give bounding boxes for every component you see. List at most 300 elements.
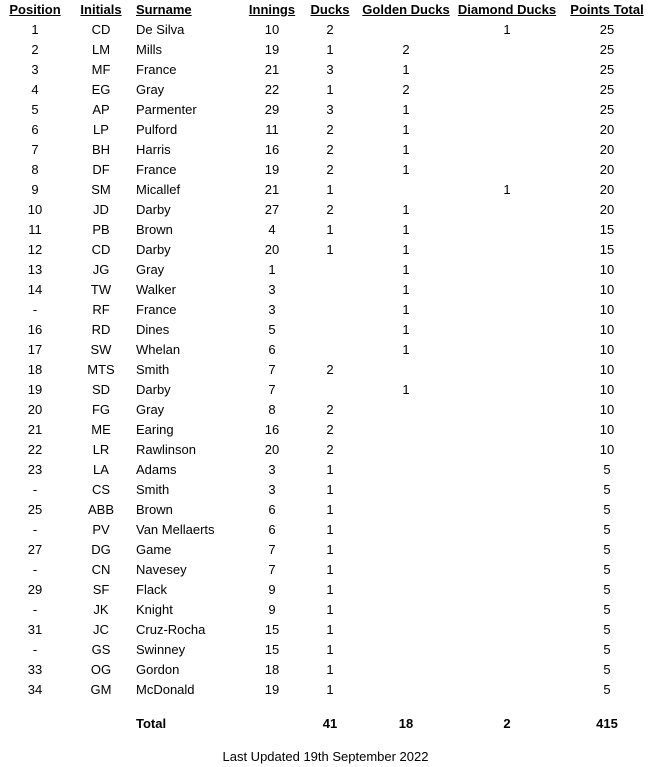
cell-points-total: 10 [599,302,615,317]
cell-golden-ducks [358,640,454,660]
cell-innings: 15 [264,622,280,637]
cell-innings: 5 [268,322,276,337]
cell-points-total: 10 [599,342,615,357]
table-row [0,380,651,400]
cell-innings: 7 [268,542,276,557]
table-row [0,260,651,280]
cell-initials: CS [91,482,111,497]
cell-surname: Smith [136,482,170,497]
cell-points-total: 5 [603,562,611,577]
table-row [0,40,651,60]
cell-initials: BH [91,142,111,157]
cell-initials: EG [91,82,111,97]
cell-initials: LA [93,462,109,477]
header-surname: Surname [136,2,192,17]
cell-initials: LP [93,122,109,137]
table-row [0,240,651,260]
cell-points-total: 15 [599,222,615,237]
cell-position: 33 [27,662,43,677]
cell-golden-ducks: 1 [402,322,410,337]
table-row [0,540,651,560]
cell-innings: 6 [268,342,276,357]
cell-innings: 8 [268,402,276,417]
cell-innings: 19 [264,682,280,697]
cell-surname: Gordon [136,662,180,677]
cell-initials: SF [92,582,110,597]
cell-diamond-ducks [456,540,558,560]
cell-ducks: 1 [326,82,334,97]
table-row [0,680,651,700]
cell-diamond-ducks [456,660,558,680]
table-row [0,20,651,40]
cell-golden-ducks [358,460,454,480]
cell-innings: 4 [268,222,276,237]
cell-golden-ducks [358,360,454,380]
cell-points-total: 5 [603,482,611,497]
cell-position: 18 [27,362,43,377]
cell-diamond-ducks [456,520,558,540]
cell-surname: Navesey [136,562,187,577]
cell-diamond-ducks [456,340,558,360]
cell-position: 2 [31,42,39,57]
cell-ducks: 2 [326,442,334,457]
cell-ducks [306,300,354,320]
cell-golden-ducks [358,420,454,440]
cell-diamond-ducks [456,140,558,160]
table-row [0,660,651,680]
header-initials: Initials [80,2,122,17]
cell-golden-ducks: 1 [402,262,410,277]
cell-points-total: 5 [603,502,611,517]
cell-innings: 29 [264,102,280,117]
cell-surname: Mills [136,42,162,57]
cell-ducks: 3 [326,62,334,77]
cell-surname: Harris [136,142,171,157]
cell-initials: JD [93,202,109,217]
cell-surname: De Silva [136,22,185,37]
cell-innings: 6 [268,522,276,537]
cell-initials: TW [90,282,112,297]
last-updated-note: Last Updated 19th September 2022 [222,749,429,764]
cell-position: 14 [27,282,43,297]
cell-points-total: 5 [603,582,611,597]
cell-surname: Smith [136,362,170,377]
cell-points-total: 5 [603,602,611,617]
cell-diamond-ducks: 1 [503,182,511,197]
cell-points-total: 20 [599,142,615,157]
cell-innings: 20 [264,242,280,257]
totals-row [0,714,651,734]
cell-golden-ducks: 1 [402,222,410,237]
cell-ducks: 2 [326,422,334,437]
cell-initials: CN [91,562,111,577]
cell-diamond-ducks [456,160,558,180]
cell-ducks [306,320,354,340]
cell-initials: RD [91,322,111,337]
cell-ducks [306,280,354,300]
cell-points-total: 10 [599,362,615,377]
cell-points-total: 5 [603,522,611,537]
cell-position: - [32,482,38,497]
cell-position: - [32,302,38,317]
cell-diamond-ducks [456,300,558,320]
cell-position: 8 [31,162,39,177]
cell-surname: Walker [136,282,176,297]
table-row [0,560,651,580]
cell-diamond-ducks [456,500,558,520]
cell-points-total: 25 [599,62,615,77]
cell-ducks: 1 [326,682,334,697]
cell-surname: Earing [136,422,174,437]
cell-diamond-ducks [456,40,558,60]
cell-golden-ducks: 1 [402,142,410,157]
cell-position: - [32,602,38,617]
cell-surname: Brown [136,502,173,517]
cell-innings: 22 [264,82,280,97]
header-points-total: Points Total [570,2,644,17]
table-row [0,420,651,440]
cell-golden-ducks: 1 [402,122,410,137]
cell-initials: CD [91,22,111,37]
cell-golden-ducks [358,600,454,620]
cell-position: 21 [27,422,43,437]
cell-points-total: 25 [599,42,615,57]
cell-position: 17 [27,342,43,357]
cell-surname: Swinney [136,642,186,657]
cell-points-total: 25 [599,22,615,37]
cell-innings: 11 [265,122,279,137]
cell-points-total: 5 [603,542,611,557]
cell-golden-ducks: 1 [402,382,410,397]
cell-initials: SW [90,342,112,357]
cell-surname: France [136,302,177,317]
cell-innings: 19 [264,42,280,57]
cell-ducks: 3 [326,102,334,117]
header-golden-ducks: Golden Ducks [362,2,450,17]
cell-surname: Darby [136,202,171,217]
cell-position: 13 [27,262,43,277]
cell-innings: 16 [264,142,280,157]
cell-position: - [32,562,38,577]
header-ducks: Ducks [310,2,350,17]
cell-ducks: 1 [326,502,334,517]
cell-surname: Darby [136,242,171,257]
cell-surname: Adams [136,462,177,477]
cell-ducks: 1 [326,642,334,657]
cell-ducks: 1 [326,462,334,477]
cell-innings: 9 [268,602,276,617]
cell-ducks [306,380,354,400]
cell-ducks: 1 [326,582,334,597]
table-row [0,180,651,200]
cell-diamond-ducks [456,460,558,480]
cell-golden-ducks [358,680,454,700]
cell-position: 27 [27,542,43,557]
cell-position: 1 [31,22,39,37]
table-row [0,460,651,480]
cell-innings: 19 [264,162,280,177]
cell-points-total: 10 [599,382,615,397]
table-row [0,60,651,80]
cell-diamond-ducks [456,420,558,440]
cell-initials: ME [91,422,111,437]
cell-position: 29 [27,582,43,597]
cell-surname: Cruz-Rocha [136,622,206,637]
cell-position: - [32,642,38,657]
cell-points-total: 20 [599,202,615,217]
cell-golden-ducks [358,500,454,520]
cell-initials: ABB [87,502,114,517]
cell-position: 25 [27,502,43,517]
totals-diamond: 2 [503,716,511,731]
cell-diamond-ducks [456,120,558,140]
cell-golden-ducks: 1 [402,202,410,217]
cell-diamond-ducks [456,640,558,660]
cell-diamond-ducks [456,600,558,620]
cell-innings: 3 [268,462,276,477]
cell-surname: Gray [136,262,165,277]
cell-initials: JC [93,622,109,637]
cell-diamond-ducks [456,240,558,260]
cell-innings: 3 [268,282,276,297]
cell-ducks: 1 [326,662,334,677]
cell-surname: Brown [136,222,173,237]
cell-ducks: 2 [326,362,334,377]
cell-diamond-ducks: 1 [503,22,511,37]
cell-golden-ducks [358,520,454,540]
cell-innings: 1 [268,262,276,277]
cell-diamond-ducks [456,280,558,300]
cell-innings: 21 [264,182,280,197]
cell-surname: Pulford [136,122,178,137]
cell-golden-ducks [358,620,454,640]
cell-golden-ducks: 1 [402,302,410,317]
cell-diamond-ducks [456,580,558,600]
cell-golden-ducks: 1 [402,242,410,257]
table-row [0,300,651,320]
totals-points: 415 [596,716,618,731]
table-row [0,500,651,520]
totals-ducks: 41 [322,716,338,731]
cell-ducks: 2 [326,162,334,177]
cell-innings: 7 [268,362,276,377]
cell-initials: RF [92,302,110,317]
cell-ducks: 1 [326,182,334,197]
cell-position: 34 [27,682,43,697]
cell-points-total: 10 [599,262,615,277]
cell-innings: 16 [264,422,280,437]
cell-position: 6 [31,122,39,137]
cell-initials: DF [92,162,110,177]
table-row [0,120,651,140]
cell-points-total: 10 [599,422,615,437]
cell-innings: 15 [264,642,280,657]
cell-ducks: 1 [326,522,334,537]
cell-golden-ducks [358,20,454,40]
cell-initials: LR [92,442,110,457]
cell-points-total: 25 [599,82,615,97]
cell-surname: Gray [136,402,165,417]
cell-ducks [306,260,354,280]
table-row [0,220,651,240]
cell-golden-ducks: 1 [402,62,410,77]
cell-innings: 7 [268,562,276,577]
cell-initials: JK [93,602,109,617]
cell-diamond-ducks [456,360,558,380]
cell-golden-ducks [358,440,454,460]
cell-position: 11 [28,222,42,237]
cell-ducks: 1 [326,482,334,497]
cell-golden-ducks [358,560,454,580]
table-row [0,440,651,460]
table-row [0,100,651,120]
cell-golden-ducks: 1 [402,282,410,297]
cell-position: 3 [31,62,39,77]
table-row [0,360,651,380]
cell-surname: France [136,162,177,177]
header-position: Position [9,2,61,17]
cell-surname: Flack [136,582,168,597]
cell-diamond-ducks [456,440,558,460]
cell-innings: 21 [264,62,280,77]
cell-position: 5 [31,102,39,117]
cell-innings: 27 [264,202,280,217]
cell-points-total: 10 [599,322,615,337]
cell-initials: CD [91,242,111,257]
header-innings: Innings [248,2,296,17]
table-header [0,0,651,20]
table-row [0,340,651,360]
cell-surname: McDonald [136,682,195,697]
cell-diamond-ducks [456,380,558,400]
cell-points-total: 20 [599,162,615,177]
cell-golden-ducks: 1 [402,342,410,357]
table-row [0,80,651,100]
table-row [0,400,651,420]
cell-golden-ducks [358,480,454,500]
cell-surname: Dines [136,322,170,337]
cell-initials: JG [92,262,110,277]
cell-surname: France [136,62,177,77]
cell-position: 7 [31,142,39,157]
cell-diamond-ducks [456,400,558,420]
cell-initials: GM [90,682,112,697]
cell-position: 19 [27,382,43,397]
cell-initials: DG [91,542,111,557]
table-row [0,600,651,620]
cell-golden-ducks [358,580,454,600]
cell-surname: Game [136,542,172,557]
cell-position: - [32,522,38,537]
cell-innings: 18 [264,662,280,677]
cell-points-total: 5 [603,622,611,637]
cell-innings: 6 [268,502,276,517]
cell-innings: 3 [268,482,276,497]
cell-surname: Gray [136,82,165,97]
cell-ducks: 1 [326,602,334,617]
cell-points-total: 5 [603,462,611,477]
cell-diamond-ducks [456,560,558,580]
cell-innings: 20 [264,442,280,457]
cell-points-total: 5 [603,682,611,697]
cell-position: 20 [27,402,43,417]
cell-ducks: 1 [326,622,334,637]
table-row [0,160,651,180]
cell-surname: Micallef [136,182,181,197]
cell-diamond-ducks [456,60,558,80]
cell-surname: Parmenter [136,102,197,117]
cell-initials: MF [91,62,111,77]
header-diamond-ducks: Diamond Ducks [457,2,557,17]
cell-golden-ducks: 1 [402,162,410,177]
cell-ducks: 1 [326,242,334,257]
cell-golden-ducks: 2 [402,42,410,57]
cell-points-total: 20 [599,122,615,137]
table-row [0,520,651,540]
cell-surname: Darby [136,382,171,397]
cell-ducks: 1 [326,42,334,57]
cell-golden-ducks [358,400,454,420]
cell-diamond-ducks [456,620,558,640]
cell-diamond-ducks [456,220,558,240]
cell-golden-ducks [358,540,454,560]
cell-position: 23 [27,462,43,477]
cell-diamond-ducks [456,680,558,700]
cell-ducks: 1 [326,222,334,237]
cell-diamond-ducks [456,320,558,340]
cell-initials: FG [91,402,111,417]
totals-golden: 18 [398,716,414,731]
cell-diamond-ducks [456,100,558,120]
cell-golden-ducks [358,180,454,200]
cell-innings: 3 [268,302,276,317]
cell-points-total: 15 [599,242,615,257]
cell-points-total: 20 [599,182,615,197]
cell-initials: SD [91,382,111,397]
cell-initials: LM [91,42,111,57]
table-row [0,200,651,220]
cell-golden-ducks: 1 [402,102,410,117]
table-row [0,620,651,640]
cell-position: 12 [27,242,43,257]
table-row [0,320,651,340]
cell-points-total: 10 [599,442,615,457]
table-row [0,640,651,660]
cell-surname: Whelan [136,342,181,357]
cell-position: 22 [27,442,43,457]
cell-surname: Rawlinson [136,442,196,457]
cell-ducks: 2 [326,142,334,157]
cell-ducks: 2 [326,22,334,37]
cell-initials: AP [92,102,110,117]
cell-position: 16 [27,322,43,337]
table-row [0,580,651,600]
cell-surname: Knight [136,602,173,617]
cell-points-total: 10 [599,282,615,297]
cell-innings: 10 [264,22,280,37]
cell-diamond-ducks [456,260,558,280]
cell-ducks: 2 [326,122,334,137]
cell-points-total: 5 [603,642,611,657]
cell-position: 9 [31,182,39,197]
cell-initials: PV [92,522,110,537]
cell-golden-ducks: 2 [402,82,410,97]
cell-initials: SM [91,182,111,197]
cell-position: 10 [27,202,43,217]
cell-position: 31 [27,622,43,637]
cell-diamond-ducks [456,200,558,220]
table-row [0,280,651,300]
